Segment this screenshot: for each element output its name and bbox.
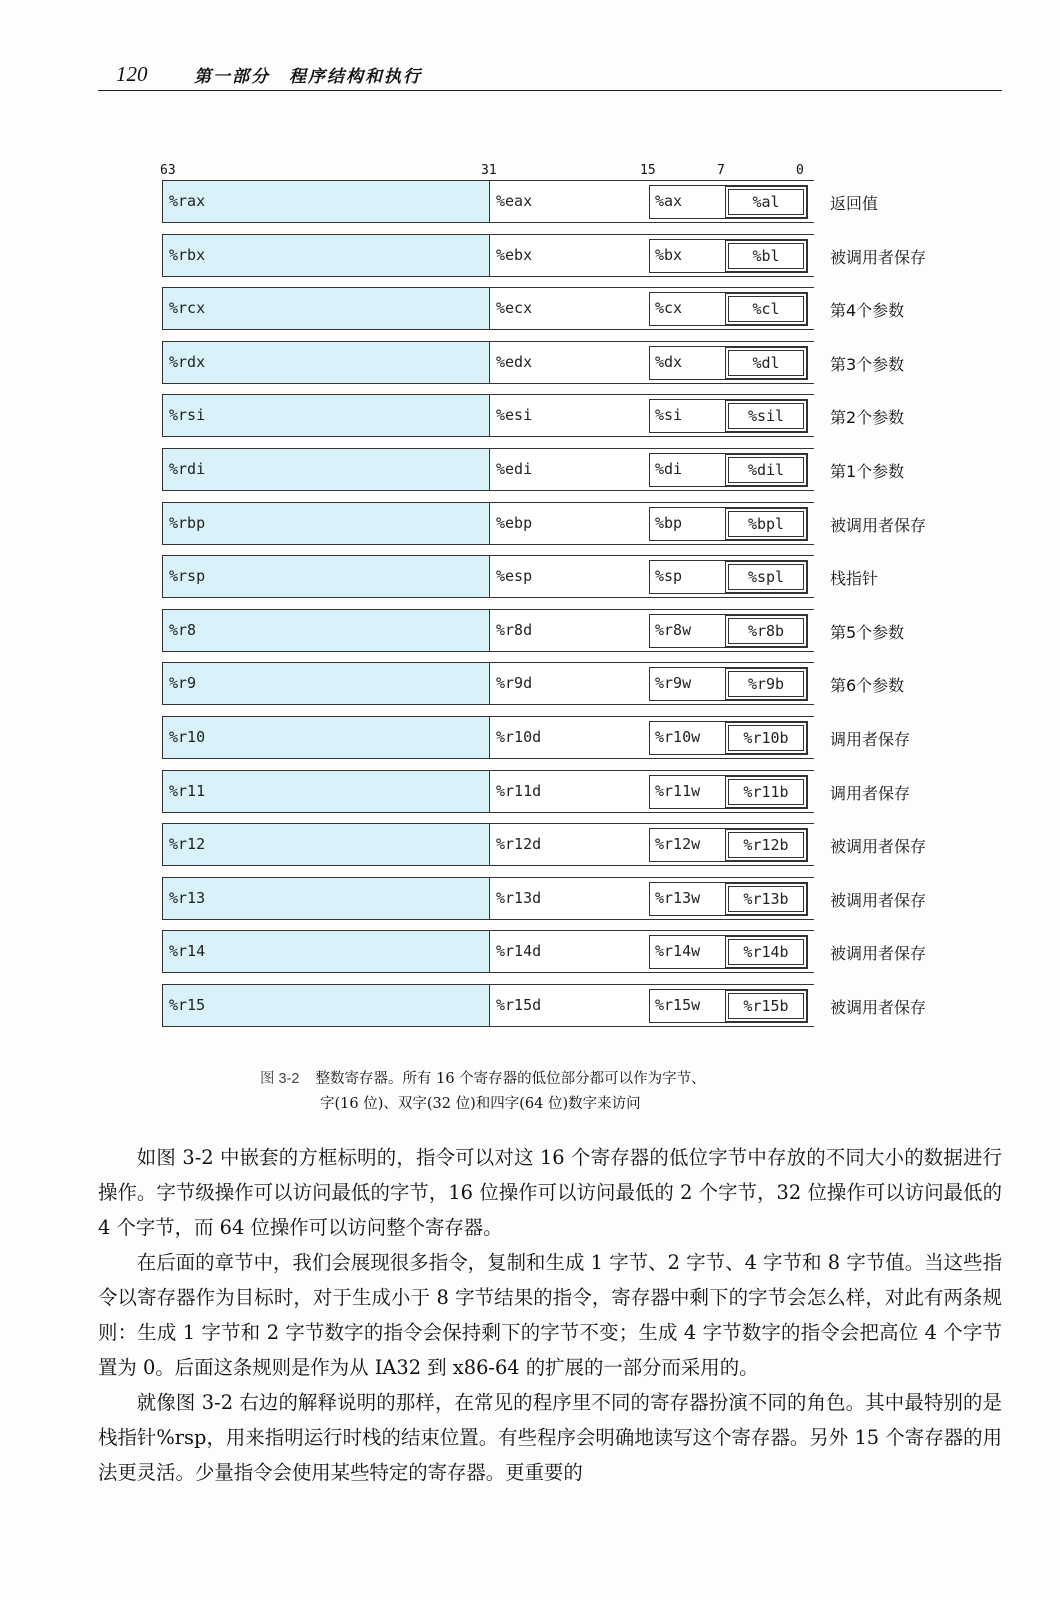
register-8-name: %r11b	[743, 783, 789, 801]
register-row	[162, 394, 818, 437]
register-16-name: %r14w	[655, 942, 701, 960]
register-16-name: %bp	[655, 514, 683, 532]
bit-label-0: 0	[796, 163, 804, 178]
register-32-name: %ecx	[496, 299, 533, 317]
register-32-name: %esp	[496, 567, 533, 585]
bit-label-31: 31	[481, 163, 497, 178]
register-row	[162, 716, 818, 759]
register-8bit-box	[728, 564, 804, 590]
figure-label: 图 3-2	[260, 1071, 300, 1087]
register-16bit-box	[649, 507, 808, 541]
register-16bit-box	[649, 239, 808, 273]
register-role: 第6个参数	[830, 676, 905, 695]
register-row	[162, 502, 818, 545]
register-role: 调用者保存	[830, 730, 911, 749]
register-role: 被调用者保存	[830, 837, 927, 856]
register-8bit-box	[728, 457, 804, 483]
register-role: 被调用者保存	[830, 248, 927, 267]
register-32-name: %r8d	[496, 621, 533, 639]
register-16bit-box	[649, 721, 808, 755]
register-64-name: %r11	[169, 782, 206, 800]
register-16bit-box	[649, 775, 808, 809]
register-role: 第4个参数	[830, 301, 905, 320]
register-16-name: %r8w	[655, 621, 692, 639]
register-8bit-box	[728, 511, 804, 537]
paragraph-2: 在后面的章节中，我们会展现很多指令，复制和生成 1 字节、2 字节、4 字节和 8 字节值。当这些指令以寄存器作为目标时，对于生成小于 8 字节结果的指令，寄存器中剩下的字节会怎么样，对此有两条规则：生成 1 字节和 2 字节数字的指令会保持剩下的字节不变；生成 4 字节数字的指令会把高位 4 个字节置为 0。后面这条规则是作为从 IA32 到 x86-64 的扩展的一部分而采用的。	[98, 1251, 1002, 1379]
register-64-name: %rbp	[169, 514, 206, 532]
register-64bit-box	[162, 984, 814, 1027]
register-8bit-box	[728, 671, 804, 697]
register-row	[162, 609, 818, 652]
bit-label-15: 15	[640, 163, 656, 178]
register-32-name: %ebp	[496, 514, 533, 532]
register-row	[162, 877, 818, 920]
register-32-name: %r9d	[496, 674, 533, 692]
register-8bit-box	[728, 296, 804, 322]
register-16bit-box	[649, 989, 808, 1023]
register-row	[162, 555, 818, 598]
register-64-name: %rcx	[169, 299, 206, 317]
register-32-name: %r14d	[496, 942, 542, 960]
register-16bit-box	[649, 614, 808, 648]
register-32-name: %r12d	[496, 835, 542, 853]
register-row	[162, 770, 818, 813]
register-64-name: %r10	[169, 728, 206, 746]
register-role: 返回值	[830, 194, 879, 213]
register-16bit-box	[649, 667, 808, 701]
register-role: 被调用者保存	[830, 998, 927, 1017]
chapter-title: 第一部分 程序结构和执行	[194, 67, 422, 87]
register-8bit-box	[728, 993, 804, 1019]
register-role: 栈指针	[830, 569, 879, 588]
register-8-name: %dl	[752, 354, 780, 372]
register-role: 被调用者保存	[830, 944, 927, 963]
register-16-name: %r11w	[655, 782, 701, 800]
register-8bit-box	[728, 886, 804, 912]
register-8-name: %spl	[747, 568, 785, 586]
register-8-name: %r13b	[743, 890, 789, 908]
register-8bit-box	[728, 779, 804, 805]
register-32-name: %eax	[496, 192, 533, 210]
body-text	[98, 1140, 1002, 1490]
register-8bit-box	[728, 832, 804, 858]
register-64bit-box	[162, 180, 814, 223]
register-64-name: %r12	[169, 835, 206, 853]
register-32-name: %esi	[496, 406, 533, 424]
page-number: 120	[116, 62, 148, 86]
register-16-name: %ax	[655, 192, 683, 210]
register-8-name: %r14b	[743, 943, 789, 961]
register-16-name: %r10w	[655, 728, 701, 746]
register-64bit-box	[162, 823, 814, 866]
register-16bit-box	[649, 292, 808, 326]
register-row	[162, 448, 818, 491]
register-role: 第1个参数	[830, 462, 905, 481]
register-row	[162, 823, 818, 866]
register-16-name: %dx	[655, 353, 683, 371]
register-16-name: %cx	[655, 299, 683, 317]
register-32-name: %r15d	[496, 996, 542, 1014]
register-16-name: %bx	[655, 246, 683, 264]
register-64-name: %r13	[169, 889, 206, 907]
register-16-name: %r9w	[655, 674, 692, 692]
register-16bit-box	[649, 828, 808, 862]
register-64bit-box	[162, 930, 814, 973]
register-row	[162, 287, 818, 330]
register-16-name: %r15w	[655, 996, 701, 1014]
register-8-name: %al	[752, 193, 780, 211]
register-64bit-box	[162, 234, 814, 277]
register-64bit-box	[162, 341, 814, 384]
register-16bit-box	[649, 882, 808, 916]
register-8-name: %bpl	[747, 515, 785, 533]
register-64-name: %rsi	[169, 406, 206, 424]
register-64-name: %r15	[169, 996, 206, 1014]
register-8-name: %cl	[752, 300, 780, 318]
register-role: 第3个参数	[830, 355, 905, 374]
register-8bit-box	[728, 618, 804, 644]
register-row	[162, 984, 818, 1027]
register-role: 被调用者保存	[830, 516, 927, 535]
register-8bit-box	[728, 350, 804, 376]
register-16-name: %r12w	[655, 835, 701, 853]
register-64bit-box	[162, 555, 814, 598]
register-32-name: %edi	[496, 460, 533, 478]
register-row	[162, 180, 818, 223]
register-8bit-box	[728, 725, 804, 751]
register-16-name: %r13w	[655, 889, 701, 907]
register-16bit-box	[649, 453, 808, 487]
bit-label-63: 63	[160, 163, 176, 178]
register-8-name: %r8b	[747, 622, 785, 640]
register-8-name: %r12b	[743, 836, 789, 854]
register-8-name: %r10b	[743, 729, 789, 747]
register-role: 调用者保存	[830, 784, 911, 803]
paragraph-3: 就像图 3-2 右边的解释说明的那样，在常见的程序里不同的寄存器扮演不同的角色。其中最特别的是栈指针%rsp，用来指明运行时栈的结束位置。有些程序会明确地读写这个寄存器。另外 15 个寄存器的用法更灵活。少量指令会使用某些特定的寄存器。更重要的	[98, 1391, 1002, 1484]
register-64-name: %rdx	[169, 353, 206, 371]
register-64-name: %rbx	[169, 246, 206, 264]
register-64bit-box	[162, 394, 814, 437]
register-64-name: %r8	[169, 621, 197, 639]
register-8-name: %sil	[747, 407, 785, 425]
register-row	[162, 662, 818, 705]
register-32-name: %r10d	[496, 728, 542, 746]
register-16-name: %di	[655, 460, 683, 478]
register-row	[162, 341, 818, 384]
register-64bit-box	[162, 662, 814, 705]
page-header	[98, 58, 1002, 91]
register-64-name: %rax	[169, 192, 206, 210]
caption-line-2: 字(16 位)、双字(32 位)和四字(64 位)数字来访问	[320, 1096, 641, 1112]
register-32-name: %r11d	[496, 782, 542, 800]
register-64-name: %rsp	[169, 567, 206, 585]
register-16bit-box	[649, 346, 808, 380]
register-role: 第5个参数	[830, 623, 905, 642]
register-8bit-box	[728, 189, 804, 215]
register-32-name: %r13d	[496, 889, 542, 907]
caption-line-1: 整数寄存器。所有 16 个寄存器的低位部分都可以作为字节、	[315, 1071, 706, 1087]
register-row	[162, 234, 818, 277]
register-8-name: %r15b	[743, 997, 789, 1015]
register-64bit-box	[162, 716, 814, 759]
paragraph-1: 如图 3-2 中嵌套的方框标明的，指令可以对这 16 个寄存器的低位字节中存放的不同大小的数据进行操作。字节级操作可以访问最低的字节，16 位操作可以访问最低的 2 个字节，32 位操作可以访问最低的 4 个字节，而 64 位操作可以访问整个寄存器。	[98, 1146, 1002, 1239]
register-16bit-box	[649, 185, 808, 219]
register-64bit-box	[162, 609, 814, 652]
register-64bit-box	[162, 448, 814, 491]
register-8bit-box	[728, 939, 804, 965]
register-64bit-box	[162, 877, 814, 920]
register-16-name: %si	[655, 406, 683, 424]
register-8-name: %bl	[752, 247, 780, 265]
register-16bit-box	[649, 935, 808, 969]
register-16bit-box	[649, 560, 808, 594]
register-64bit-box	[162, 502, 814, 545]
register-64-name: %r9	[169, 674, 197, 692]
register-role: 被调用者保存	[830, 891, 927, 910]
register-role: 第2个参数	[830, 408, 905, 427]
register-row	[162, 930, 818, 973]
register-8bit-box	[728, 243, 804, 269]
register-16bit-box	[649, 399, 808, 433]
figure-caption	[260, 1067, 900, 1117]
register-8-name: %dil	[747, 461, 785, 479]
register-32-name: %edx	[496, 353, 533, 371]
register-64-name: %rdi	[169, 460, 206, 478]
register-64bit-box	[162, 770, 814, 813]
register-8bit-box	[728, 403, 804, 429]
register-32-name: %ebx	[496, 246, 533, 264]
register-64-name: %r14	[169, 942, 206, 960]
register-64bit-box	[162, 287, 814, 330]
register-16-name: %sp	[655, 567, 683, 585]
bit-label-7: 7	[717, 163, 725, 178]
register-8-name: %r9b	[747, 675, 785, 693]
